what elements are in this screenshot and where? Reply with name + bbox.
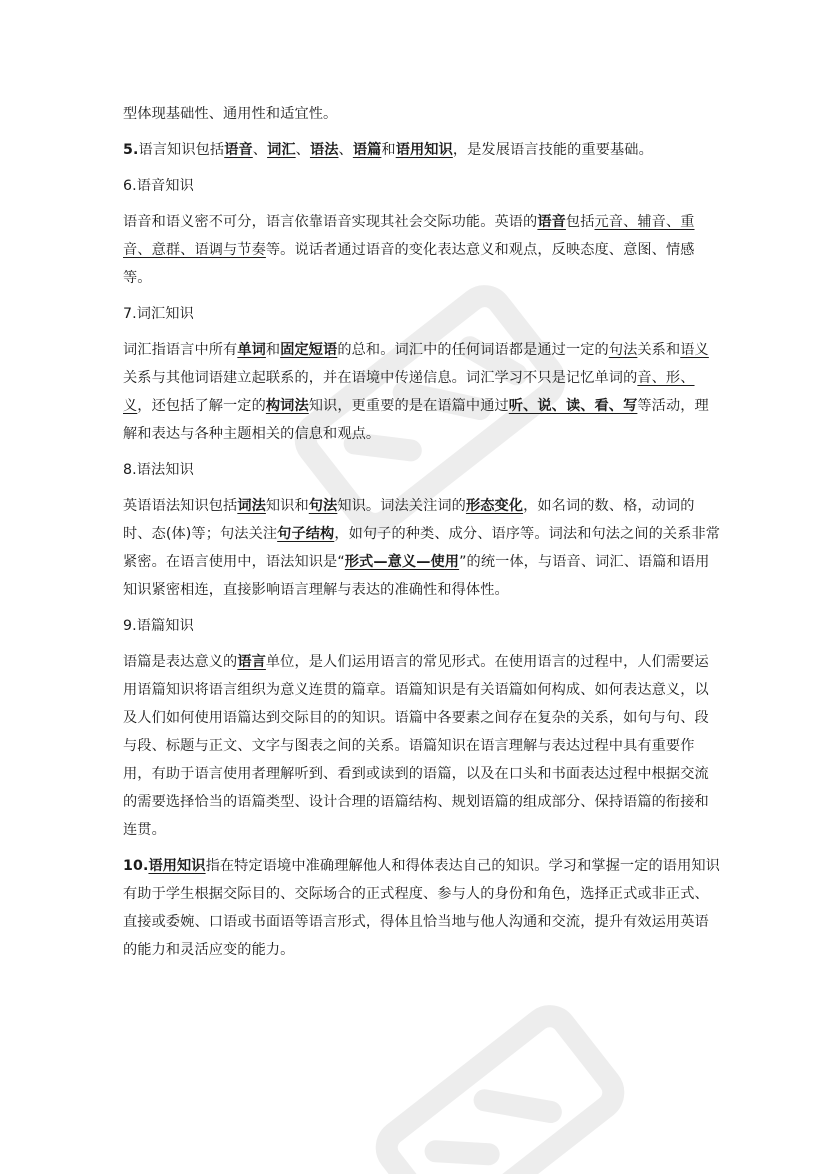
paragraph-8: 英语语法知识包括词法知识和句法知识。词法关注词的形态变化，如名词的数、格，动词的时、态(体)等；句法关注句子结构，如句子的种类、成分、语序等。词法和句法之间的关系非常紧密。在语言使用中，语法知识是“形式—意义—使用”的统一体，与语音、词汇、语篇和语用知识紧密相连，直接影响语言理解与表达的准确性和得体性。 (123, 498, 721, 598)
paragraph-6: 语音和语义密不可分，语言依靠语音实现其社会交际功能。英语的语音包括元音、辅音、重音、意群、语调与节奏等。说话者通过语音的变化表达意义和观点，反映态度、意图、情感等。 (123, 214, 695, 286)
underlined-phonetic-elements: 元音、辅音、重音、意群、语调与节奏 (123, 214, 695, 258)
paragraph-intro-tail: 型体现基础性、通用性和适宜性。 (123, 106, 338, 122)
keyword-grammar: 语法 (309, 142, 339, 158)
heading-8: 8.语法知识 (123, 462, 194, 478)
keyword-pragmatics: 语用知识 (148, 858, 206, 874)
heading-6: 6.语音知识 (123, 178, 194, 194)
keyword-vocabulary: 词汇 (267, 142, 296, 158)
underlined-semantics: 语义 (680, 342, 709, 358)
watermark-mark-lower (379, 1009, 620, 1174)
keyword-skills: 听、说、读、看、写 (508, 398, 638, 414)
keyword-phonetics: 语音 (537, 214, 566, 230)
paragraph-5: 5.语言知识包括语音、词汇、语法、语篇和语用知识，是发展语言技能的重要基础。 (123, 142, 653, 158)
keyword-fixed-phrases: 固定短语 (280, 342, 338, 358)
keyword-form-meaning-use: 形式—意义—使用 (344, 554, 460, 570)
document-body (123, 100, 723, 972)
paragraph-7: 词汇指语言中所有单词和固定短语的总和。词汇中的任何词语都是通过一定的句法关系和语义关系与其他词语建立起联系的，并在语境中传递信息。词汇学习不只是记忆单词的音、形、义，还包括了解一定的构词法知识，更重要的是在语篇中通过听、说、读、看、写等活动，理解和表达与各种主题相关的信息和观点。 (123, 342, 709, 442)
paragraph-10: 10.语用知识指在特定语境中准确理解他人和得体表达自己的知识。学习和掌握一定的语用知识有助于学生根据交际目的、交际场合的正式程度、参与人的身份和角色，选择正式或非正式、直接或委婉、口语或书面语等语言形式，得体且恰当地与他人沟通和交流，提升有效运用英语的能力和灵活应变的能力。 (123, 858, 720, 958)
underlined-sound-form-meaning: 音、形、义 (123, 370, 695, 414)
keyword-words: 单词 (237, 342, 266, 358)
keyword-syntax: 句法 (308, 498, 338, 514)
keyword-discourse: 语篇 (352, 142, 382, 158)
keyword-phonetics: 语音 (224, 142, 253, 158)
underlined-syntax: 句法 (608, 342, 638, 358)
keyword-word-formation: 构词法 (265, 398, 309, 414)
paragraph-9: 语篇是表达意义的语言单位，是人们运用语言的常见形式。在使用语言的过程中，人们需要运用语篇知识将语言组织为意义连贯的篇章。语篇知识是有关语篇如何构成、如何表达意义，以及人们如何使用语篇达到交际目的的知识。语篇中各要素之间存在复杂的关系，如句与句、段与段、标题与正文、文字与图表之间的关系。语篇知识在语言理解与表达过程中具有重要作用，有助于语言使用者理解听到、看到或读到的语篇，以及在口头和书面表达过程中根据交流的需要选择恰当的语篇类型、设计合理的语篇结构、规划语篇的组成部分、保持语篇的衔接和连贯。 (123, 654, 709, 838)
keyword-sentence-structure: 句子结构 (277, 526, 335, 542)
keyword-morphology: 词法 (237, 498, 266, 514)
item-number: 5. (123, 142, 139, 158)
keyword-language: 语言 (237, 654, 266, 670)
keyword-pragmatics: 语用知识 (395, 142, 453, 158)
item-number: 10. (123, 858, 149, 874)
heading-9: 9.语篇知识 (123, 618, 194, 634)
heading-7: 7.词汇知识 (123, 306, 194, 322)
keyword-inflection: 形态变化 (465, 498, 524, 514)
